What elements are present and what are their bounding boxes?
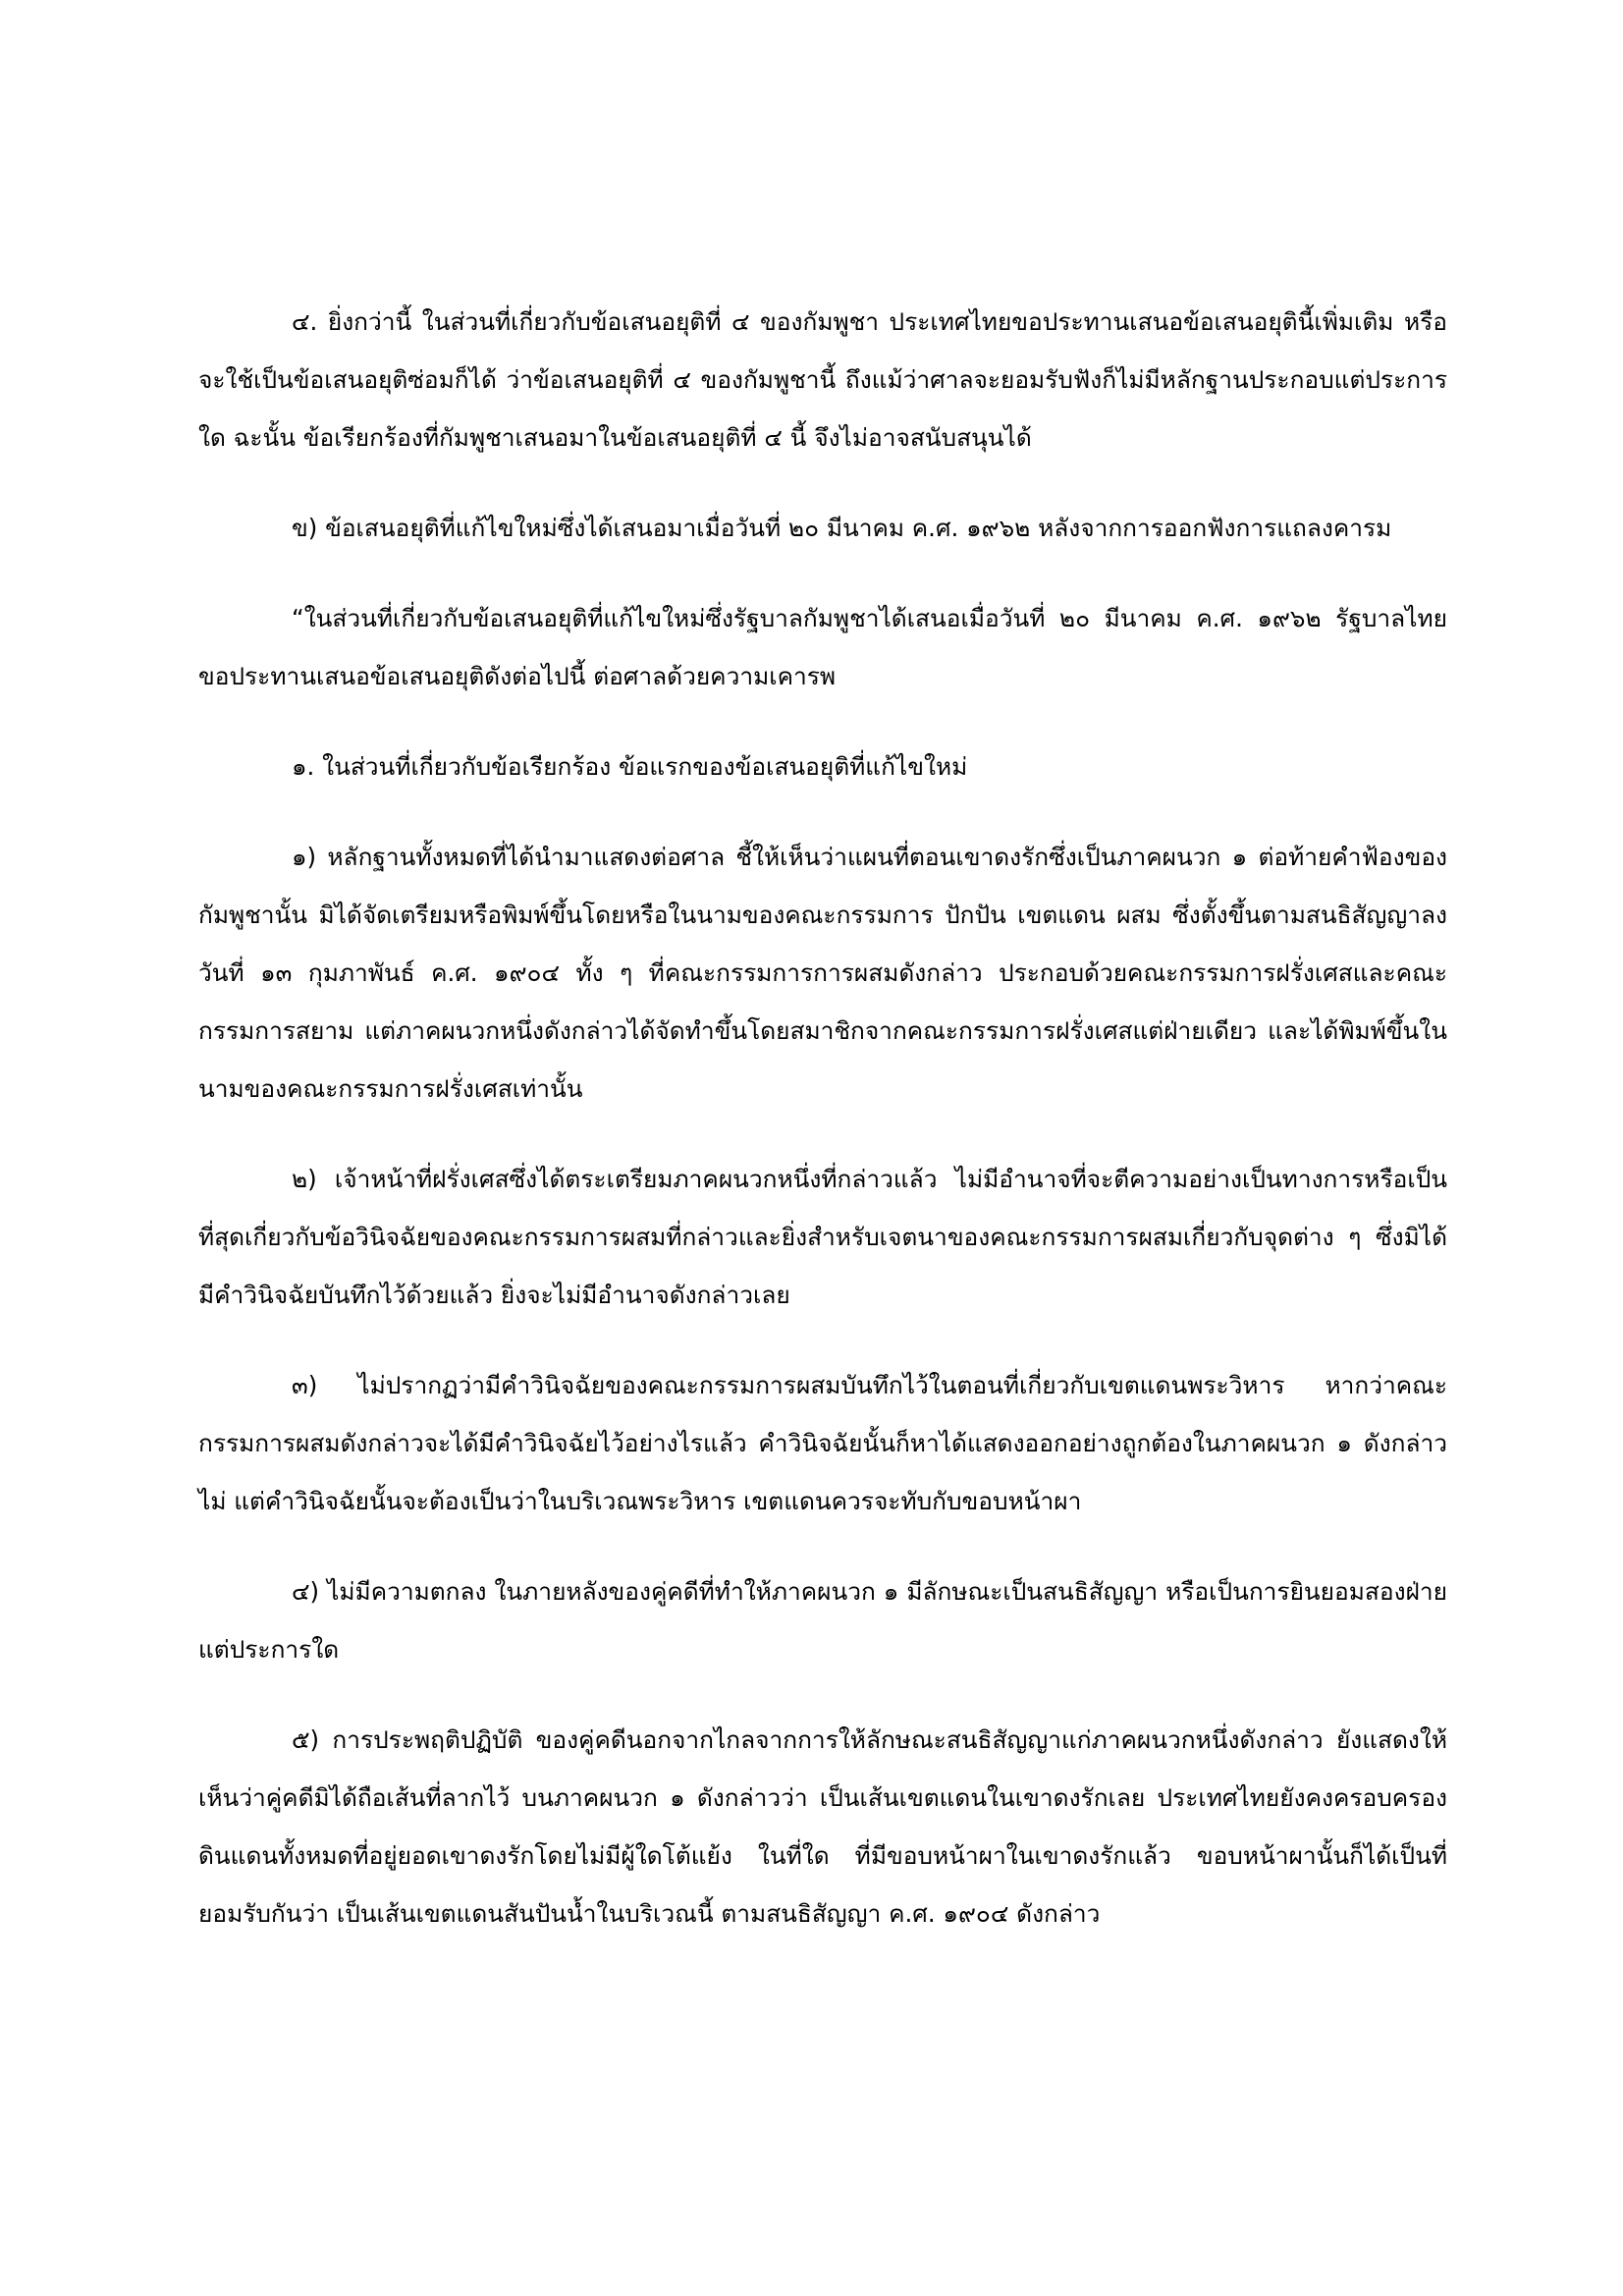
paragraph-subpoint-5: ๕) การประพฤติปฏิบัติ ของคู่คดีนอกจากไกลจากการให้ลักษณะสนธิสัญญาแก่ภาคผนวกหนึ่งดังกล่าว ยังแสดงให้เห็นว่าคู่คดีมิได้ถือเส้นที่ลากไว้ บนภาคผนวก ๑ ดังกล่าวว่า เป็นเส้นเขตแดนในเขาดงรักเลย ประเทศไทยยังคงครอบครองดินแดนทั้งหมดที่อยู่ยอดเขาดงรักโดยไม่มีผู้ใดโต้แย้ง ในที่ใด ที่มีขอบหน้าผาในเขาดงรักแล้ว ขอบหน้าผานั้นก็ได้เป็นที่ยอมรับกันว่า เป็นเส้นเขตแดนสันปันน้ำในบริเวณนี้ ตามสนธิสัญญา ค.ศ. ๑๙๐๔ ดังกล่าว (198, 1725, 1447, 1928)
paragraph-subpoint-3: ๓) ไม่ปรากฏว่ามีคำวินิจฉัยของคณะกรรมการผสมบันทึกไว้ในตอนที่เกี่ยวกับเขตแดนพระวิหาร หากว่าคณะกรรมการผสมดังกล่าวจะได้มีคำวินิจฉัยไว้อย่างไรแล้ว คำวินิจฉัยนั้นก็หาได้แสดงออกอย่างถูกต้องในภาคผนวก ๑ ดังกล่าวไม่ แต่คำวินิจฉัยนั้นจะต้องเป็นว่าในบริเวณพระวิหาร เขตแดนควรจะทับกับขอบหน้าผา (198, 1371, 1447, 1515)
paragraph-point-1-heading: ๑. ในส่วนที่เกี่ยวกับข้อเรียกร้อง ข้อแรกของข้อเสนอยุติที่แก้ไขใหม่ (292, 752, 968, 781)
paragraph-point-4: ๔. ยิ่งกว่านี้ ในส่วนที่เกี่ยวกับข้อเสนอยุติที่ ๔ ของกัมพูชา ประเทศไทยขอประทานเสนอข้อเสนอยุตินี้เพิ่มเติม หรือจะใช้เป็นข้อเสนอยุติซ่อมก็ได้ ว่าข้อเสนอยุติที่ ๔ ของกัมพูชานี้ ถึงแม้ว่าศาลจะยอมรับฟังก็ไม่มีหลักฐานประกอบแต่ประการใด ฉะนั้น ข้อเรียกร้องที่กัมพูชาเสนอมาในข้อเสนอยุติที่ ๔ นี้ จึงไม่อาจสนับสนุนได้ (198, 307, 1447, 452)
paragraph-quoted-intro: “ในส่วนที่เกี่ยวกับข้อเสนอยุติที่แก้ไขใหม่ซึ่งรัฐบาลกัมพูชาได้เสนอเมื่อวันที่ ๒๐ มีนาคม ค.ศ. ๑๙๖๒ รัฐบาลไทย ขอประทานเสนอข้อเสนอยุติดังต่อไปนี้ ต่อศาลด้วยความเคารพ (198, 604, 1447, 690)
paragraph-subpoint-2: ๒) เจ้าหน้าที่ฝรั่งเศสซึ่งได้ตระเตรียมภาคผนวกหนึ่งที่กล่าวแล้ว ไม่มีอำนาจที่จะตีความอย่างเป็นทางการหรือเป็นที่สุดเกี่ยวกับข้อวินิจฉัยของคณะกรรมการผสมที่กล่าวและยิ่งสำหรับเจตนาของคณะกรรมการผสมเกี่ยวกับจุดต่าง ๆ ซึ่งมิได้มีคำวินิจฉัยบันทึกไว้ด้วยแล้ว ยิ่งจะไม่มีอำนาจดังกล่าวเลย (198, 1165, 1447, 1309)
paragraph-subpoint-1: ๑) หลักฐานทั้งหมดที่ได้นำมาแสดงต่อศาล ชี้ให้เห็นว่าแผนที่ตอนเขาดงรักซึ่งเป็นภาคผนวก ๑ ต่อท้ายคำฟ้องของกัมพูชานั้น มิได้จัดเตรียมหรือพิมพ์ขึ้นโดยหรือในนามของคณะกรรมการ ปักปัน เขตแดน ผสม ซึ่งตั้งขึ้นตามสนธิสัญญาลงวันที่ ๑๓ กุมภาพันธ์ ค.ศ. ๑๙๐๔ ทั้ง ๆ ที่คณะกรรมการการผสมดังกล่าว ประกอบด้วยคณะกรรมการฝรั่งเศสและคณะกรรมการสยาม แต่ภาคผนวกหนึ่งดังกล่าวได้จัดทำขึ้นโดยสมาชิกจากคณะกรรมการฝรั่งเศสแต่ฝ่ายเดียว และได้พิมพ์ขึ้นในนามของคณะกรรมการฝรั่งเศสเท่านั้น (198, 843, 1447, 1103)
document-body (198, 293, 1447, 1975)
paragraph-subpoint-4: ๔) ไม่มีความตกลง ในภายหลังของคู่คดีที่ทำให้ภาคผนวก ๑ มีลักษณะเป็นสนธิสัญญา หรือเป็นการยินยอมสองฝ่ายแต่ประการใด (198, 1577, 1447, 1664)
paragraph-section-b-heading: ข) ข้อเสนอยุติที่แก้ไขใหม่ซึ่งได้เสนอมาเมื่อวันที่ ๒๐ มีนาคม ค.ศ. ๑๙๖๒ หลังจากการออกฟังการแถลงคารม (292, 514, 1392, 542)
